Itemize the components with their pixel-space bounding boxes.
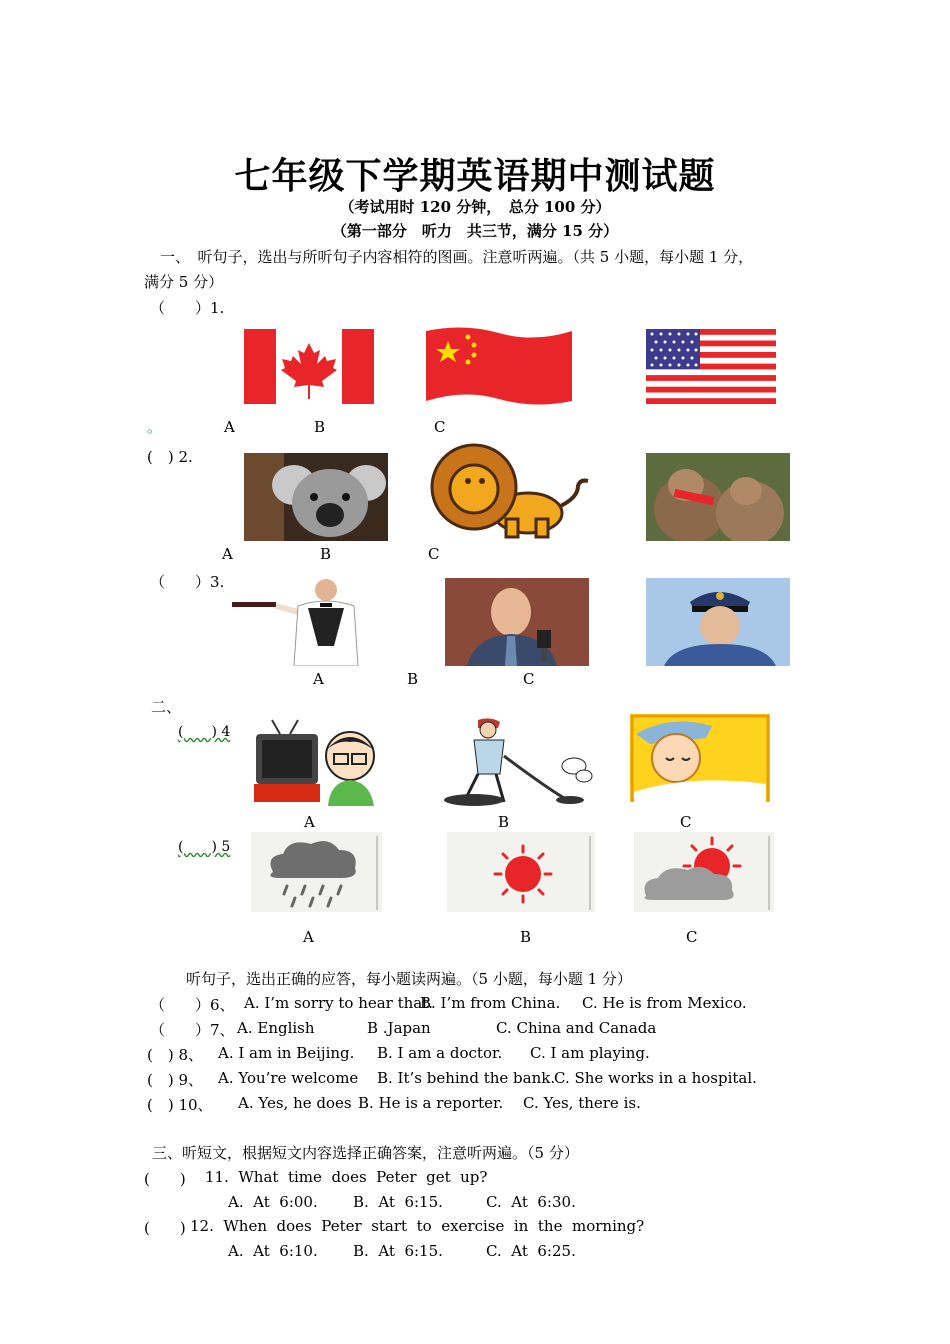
question-12-option-c: C. At 6:25. <box>486 1242 576 1260</box>
waiter-image <box>228 576 376 666</box>
question-2-number: ( ) 2. <box>147 448 193 466</box>
sun-icon <box>447 832 595 912</box>
question-6-option-b: B. I’m from China. <box>420 994 561 1012</box>
question-10-option-a: A. Yes, he does <box>238 1094 352 1112</box>
option-b-label: B <box>498 813 510 831</box>
question-7-number: （ ）7、 <box>150 1021 235 1039</box>
reporter-image <box>445 578 589 666</box>
boy-watching-tv-image <box>250 716 384 806</box>
option-c-label: C <box>434 418 446 436</box>
stray-mark: 。 <box>147 418 163 436</box>
option-c-label: C <box>686 928 698 946</box>
question-11-number: ( ) <box>144 1170 186 1188</box>
rain-icon <box>251 832 382 912</box>
canada-flag-image <box>244 329 374 404</box>
question-6-number: （ ）6、 <box>150 996 235 1014</box>
exam-info: （考试用时 120 分钟， 总分 100 分） <box>339 198 611 216</box>
section1-intro-cont: 满分 5 分） <box>144 273 224 291</box>
option-c-label: C <box>523 670 535 688</box>
question-8-number: ( ) 8、 <box>147 1046 204 1064</box>
sleeping-child-image <box>630 714 770 802</box>
option-a-label: A <box>304 813 315 831</box>
option-b-label: B <box>407 670 419 688</box>
section1-intro: 一、 听句子，选出与所听句子内容相符的图画。注意听两遍。（共 5 小题，每小题 1 分， <box>160 248 754 266</box>
section3-intro: 三、听短文，根据短文内容选择正确答案，注意听两遍。（5 分） <box>152 1144 579 1162</box>
question-9-number: ( ) 9、 <box>147 1071 204 1089</box>
question-6-option-c: C. He is from Mexico. <box>582 994 747 1012</box>
page-title: 七年级下学期英语期中测试题 <box>234 155 716 197</box>
option-a-label: A <box>303 928 314 946</box>
question-12-number: ( ) <box>144 1219 186 1237</box>
question-11-option-c: C. At 6:30. <box>486 1193 576 1211</box>
question-1-number: （ ）1. <box>150 299 225 317</box>
option-a-label: A <box>222 545 233 563</box>
question-9-option-b: B. It’s behind the bank. <box>377 1069 556 1087</box>
police-officer-image <box>646 578 790 666</box>
question-10-option-b: B. He is a reporter. <box>358 1094 504 1112</box>
question-9-option-a: A. You’re welcome <box>218 1069 359 1087</box>
question-7-option-a: A. English <box>237 1019 315 1037</box>
question-12-text: 12. When does Peter start to exercise in the morning? <box>190 1217 645 1235</box>
question-10-option-c: C. Yes, there is. <box>523 1094 641 1112</box>
usa-flag-image <box>646 329 776 404</box>
question-11-text: 11. What time does Peter get up? <box>205 1168 488 1186</box>
monkeys-image <box>646 453 790 541</box>
option-c-label: C <box>680 813 692 831</box>
koala-image <box>244 453 388 541</box>
question-6-option-a: A. I’m sorry to hear that. <box>244 994 434 1012</box>
option-a-label: A <box>313 670 324 688</box>
part-info: （第一部分 听力 共三节，满分 15 分） <box>331 222 619 240</box>
question-12-option-b: B. At 6:15. <box>353 1242 443 1260</box>
question-11-option-b: B. At 6:15. <box>353 1193 443 1211</box>
question-9-option-c: C. She works in a hospital. <box>554 1069 757 1087</box>
option-b-label: B <box>320 545 332 563</box>
partly-cloudy-icon <box>634 832 774 912</box>
question-11-option-a: A. At 6:00. <box>228 1193 318 1211</box>
option-b-label: B <box>314 418 326 436</box>
question-8-option-c: C. I am playing. <box>530 1044 650 1062</box>
question-10-number: ( ) 10、 <box>147 1096 213 1114</box>
question-4-number: ( ) 4 <box>178 724 231 740</box>
section2-response-intro: 听句子，选出正确的应答，每小题读两遍。（5 小题，每小题 1 分） <box>186 970 632 988</box>
option-a-label: A <box>224 418 235 436</box>
question-8-option-b: B. I am a doctor. <box>377 1044 503 1062</box>
question-3-number: （ ）3. <box>150 573 225 591</box>
question-12-option-a: A. At 6:10. <box>228 1242 318 1260</box>
china-flag-image <box>424 327 574 405</box>
option-b-label: B <box>520 928 532 946</box>
section2-heading: 二、 <box>151 698 182 716</box>
cleaning-image <box>434 716 594 808</box>
lion-cartoon-image <box>428 441 604 541</box>
question-5-number: ( ) 5 <box>178 839 231 855</box>
question-7-option-b: B .Japan <box>367 1019 431 1037</box>
option-c-label: C <box>428 545 440 563</box>
question-7-option-c: C. China and Canada <box>496 1019 657 1037</box>
question-8-option-a: A. I am in Beijing. <box>218 1044 355 1062</box>
